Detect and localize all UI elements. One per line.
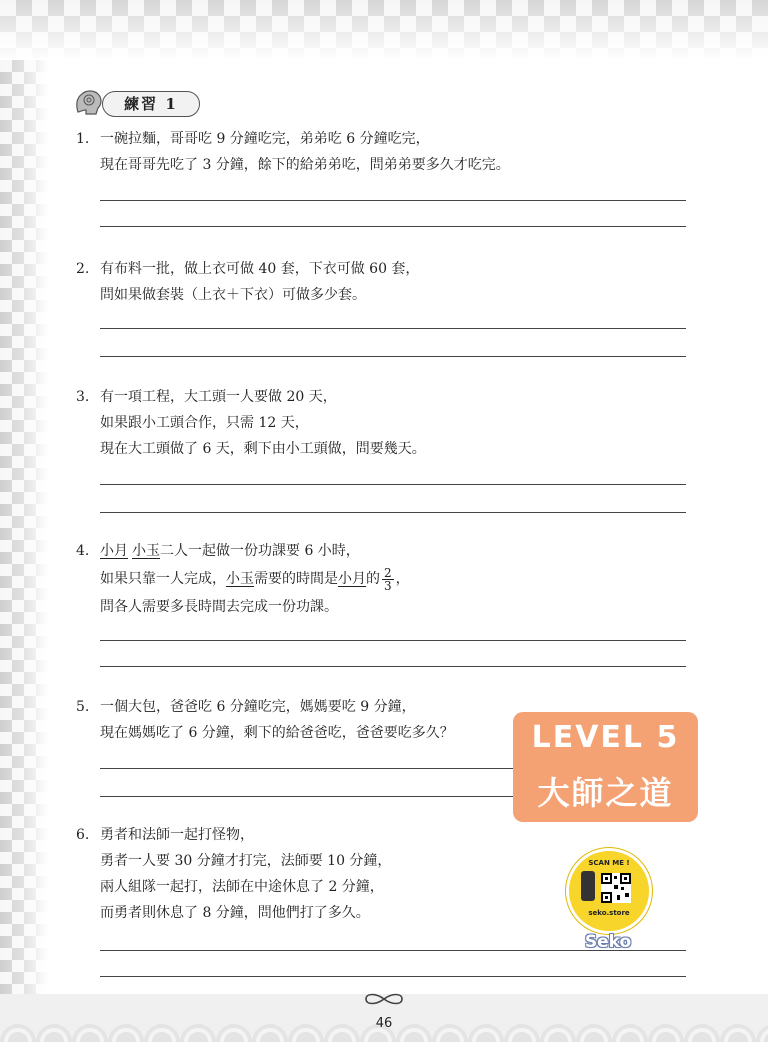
question-text: 勇者一人要 30 分鐘才打完，法師要 10 分鐘， (100, 853, 392, 869)
answer-line[interactable] (100, 796, 520, 797)
question-text: 一碗拉麵，哥哥吃 9 分鐘吃完，弟弟吃 6 分鐘吃完， (100, 131, 430, 147)
answer-line[interactable] (100, 328, 686, 329)
question-number: 4. (76, 543, 90, 559)
answer-line[interactable] (100, 512, 686, 513)
question-number: 6. (76, 827, 90, 843)
qr-code-icon (601, 873, 631, 903)
fraction (382, 567, 394, 592)
brain-icon (74, 88, 104, 116)
name-underlined: 小月 (338, 571, 366, 587)
page-number: 46 (375, 1016, 393, 1031)
level-badge (513, 712, 698, 822)
answer-line[interactable] (100, 200, 686, 201)
question-text: 如果跟小工頭合作，只需 12 天， (100, 415, 309, 431)
answer-line[interactable] (100, 356, 686, 357)
seko-logo: Seko (584, 932, 632, 952)
phone-icon (581, 871, 595, 901)
checker-border-top (0, 0, 768, 60)
question-number: 2. (76, 261, 90, 277)
question-text: 問如果做套裝（上衣＋下衣）可做多少套。 (100, 287, 366, 303)
answer-line[interactable] (100, 226, 686, 227)
question-text: 現在媽媽吃了 6 分鐘，剩下的給爸爸吃，爸爸要吃多久？ (100, 725, 454, 741)
name-underlined: 小玉 (226, 571, 254, 587)
question-text: 有一項工程，大工頭一人要做 20 天， (100, 389, 337, 405)
name-underlined: 小月 (100, 543, 128, 559)
level-subtitle: 大師之道 (537, 774, 674, 812)
answer-line[interactable] (100, 768, 520, 769)
question-number: 3. (76, 389, 90, 405)
question-text: 現在大工頭做了 6 天，剩下由小工頭做，問要幾天。 (100, 441, 426, 457)
checker-border-left (0, 60, 48, 1000)
question-text: 需要的時間是 (254, 571, 338, 587)
question-number: 1. (76, 131, 90, 147)
question-text: ， (395, 571, 410, 587)
question-number: 5. (76, 699, 90, 715)
scan-me-text: SCAN ME ! (588, 859, 630, 867)
answer-line[interactable] (100, 484, 686, 485)
question-text: 的 (366, 571, 380, 587)
question-text: 如果只靠一人完成， (100, 571, 226, 587)
question-text: 而勇者則休息了 8 分鐘，問他們打了多久。 (100, 905, 370, 921)
store-url: seko.store (588, 909, 630, 917)
exercise-header (74, 88, 204, 118)
question-text: 問各人需要多長時間去完成一份功課。 (100, 599, 338, 615)
level-text: LEVEL 5 (531, 720, 680, 755)
name-underlined: 小玉 (132, 543, 160, 559)
fraction-denominator: 3 (384, 578, 392, 593)
question-text: 兩人組隊一起打，法師在中途休息了 2 分鐘， (100, 879, 384, 895)
answer-line[interactable] (100, 976, 686, 977)
question-text: 有布料一批，做上衣可做 40 套，下衣可做 60 套， (100, 261, 420, 277)
question-text: 勇者和法師一起打怪物， (100, 827, 254, 843)
infinity-ornament-icon (362, 990, 406, 1008)
qr-sticker[interactable] (566, 848, 652, 934)
answer-line[interactable] (100, 640, 686, 641)
answer-line[interactable] (100, 666, 686, 667)
fraction-numerator: 2 (384, 565, 392, 580)
question-text: 現在哥哥先吃了 3 分鐘，餘下的給弟弟吃，問弟弟要多久才吃完。 (100, 157, 510, 173)
exercise-title: 練習 1 (102, 91, 200, 117)
question-text: 二人一起做一份功課要 6 小時， (160, 543, 360, 559)
question-text: 一個大包，爸爸吃 6 分鐘吃完，媽媽要吃 9 分鐘， (100, 699, 416, 715)
